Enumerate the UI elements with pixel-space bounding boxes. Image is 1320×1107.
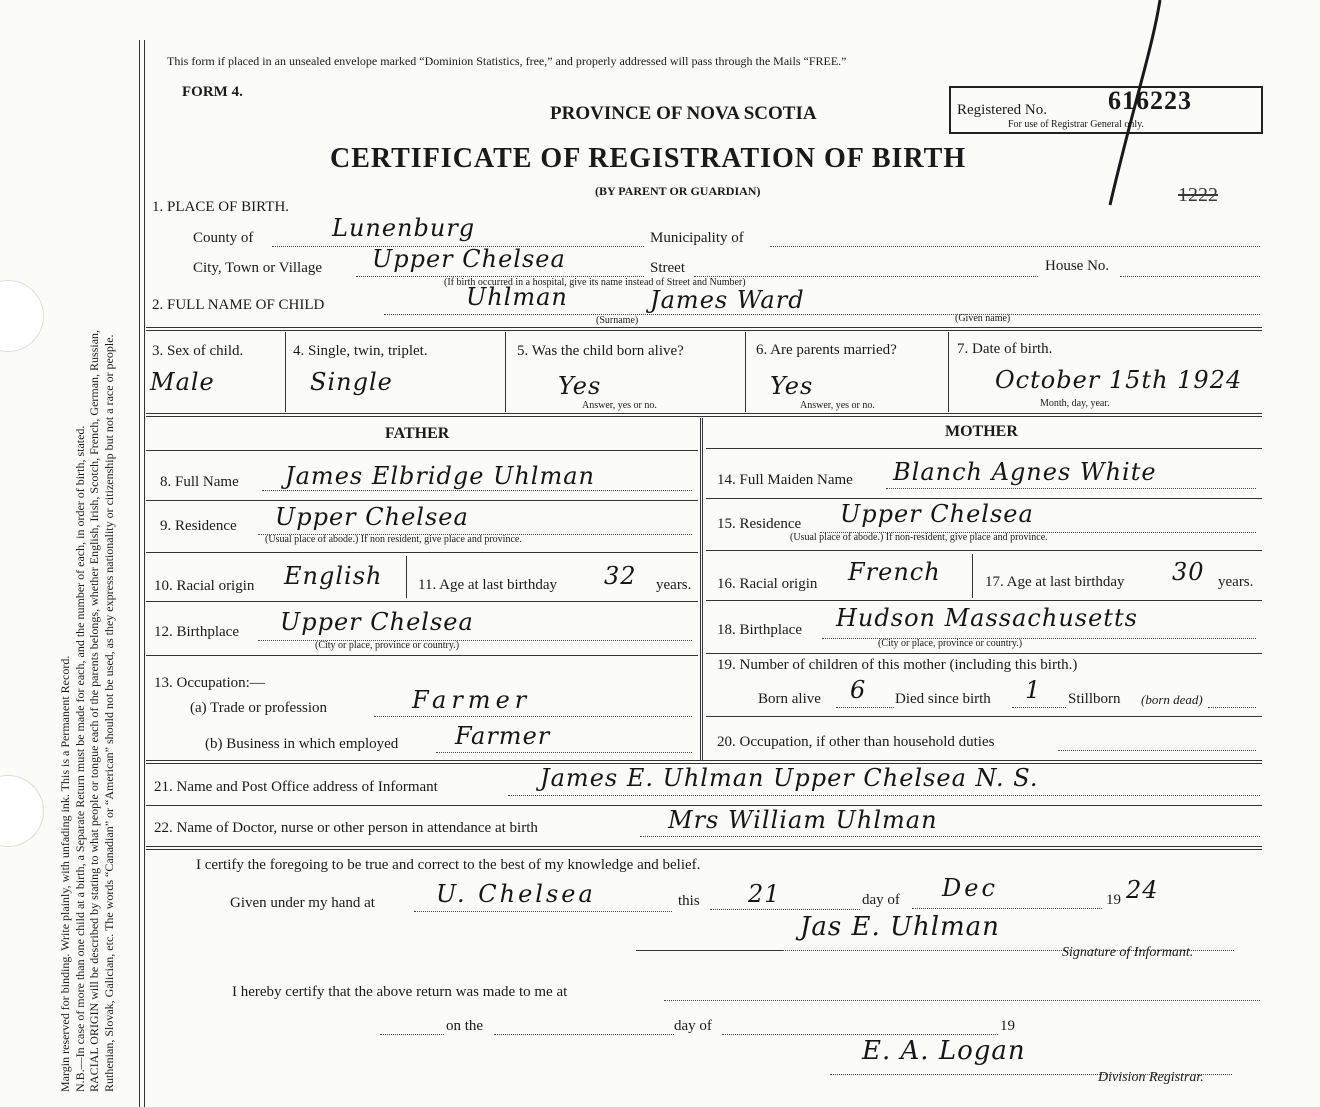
rule <box>505 332 506 412</box>
father-years-label: years. <box>656 577 692 593</box>
dotted-rule <box>374 716 692 717</box>
punch-hole <box>0 280 44 352</box>
father-name-label: 8. Full Name <box>160 474 239 490</box>
municipality-label: Municipality of <box>650 230 744 246</box>
registration-note: For use of Registrar General only. <box>1008 119 1144 130</box>
margin-rule <box>144 40 145 1107</box>
dotted-rule <box>262 490 692 491</box>
father-name-value: James Elbridge Uhlman <box>285 462 595 490</box>
father-residence-caption: (Usual place of abode.) If non resident, give place and province. <box>265 534 522 545</box>
corner-number: 1222 <box>1178 184 1218 206</box>
mother-age-label: 17. Age at last birthday <box>985 574 1125 590</box>
given-under-hand-label: Given under my hand at <box>230 895 375 911</box>
rule <box>636 950 782 951</box>
rule <box>972 554 973 598</box>
dotted-rule <box>664 1000 1260 1001</box>
dotted-rule <box>770 246 1260 247</box>
dotted-rule <box>384 314 1260 315</box>
born-alive-value: Yes <box>558 372 602 400</box>
child-name-label: 2. FULL NAME OF CHILD <box>152 297 325 313</box>
rule <box>146 330 1262 331</box>
given-name-caption: (Given name) <box>955 313 1011 324</box>
father-race-label: 10. Racial origin <box>154 578 255 594</box>
dotted-rule <box>494 1034 674 1035</box>
mother-age-value: 30 <box>1172 558 1205 586</box>
sex-label: 3. Sex of child. <box>152 343 244 359</box>
punch-hole <box>0 775 44 847</box>
born-alive-count-label: Born alive <box>758 691 821 707</box>
street-label: Street <box>650 260 685 276</box>
father-birthplace-label: 12. Birthplace <box>154 624 239 640</box>
city-label: City, Town or Village <box>193 260 323 276</box>
dotted-rule <box>1208 707 1256 708</box>
house-number-label: House No. <box>1045 258 1110 274</box>
mailing-notice: This form if placed in an unsealed envelope marked “Dominion Statistics, free,” and properly addressed will pass through the Mails “FREE.” <box>167 54 847 68</box>
rule <box>706 498 1262 499</box>
business-label: (b) Business in which employed <box>205 736 399 752</box>
city-value: Upper Chelsea <box>372 245 566 273</box>
parents-married-value: Yes <box>770 372 814 400</box>
margin-note-1: Margin reserved for binding. Write plainly, with unfading ink. This is a Permanent Record. <box>58 655 72 1092</box>
rule <box>146 416 1262 417</box>
signature-caption: Signature of Informant. <box>1062 945 1194 960</box>
registrar-caption: Division Registrar. <box>1098 1070 1204 1085</box>
doctor-label: 22. Name of Doctor, nurse or other person in attendance at birth <box>154 820 538 836</box>
rule <box>948 332 949 412</box>
dotted-rule <box>414 911 672 912</box>
day-of-label: day of <box>862 892 900 908</box>
certify-statement: I certify the foregoing to be true and correct to the best of my knowledge and belief. <box>196 857 701 873</box>
informant-value: James E. Uhlman Upper Chelsea N. S. <box>540 764 1039 792</box>
place-of-birth-label: 1. PLACE OF BIRTH. <box>152 199 290 215</box>
dotted-rule <box>710 909 860 910</box>
single-twin-value: Single <box>310 368 393 396</box>
registration-label: Registered No. <box>957 102 1047 118</box>
single-twin-label: 4. Single, twin, triplet. <box>293 343 428 359</box>
rule <box>146 849 1262 850</box>
informant-signature: Jas E. Uhlman <box>800 912 1000 942</box>
hospital-note: (If birth occurred in a hospital, give its name instead of Street and Number) <box>444 277 746 288</box>
mother-residence-label: 15. Residence <box>717 516 802 532</box>
died-since-birth-label: Died since birth <box>895 691 991 707</box>
form-number: FORM 4. <box>182 84 243 100</box>
certify-day: 21 <box>748 880 781 908</box>
mother-residence-caption: (Usual place of abode.) If non-resident, give place and province. <box>790 532 1048 543</box>
father-birthplace-caption: (City or place, province or country.) <box>315 640 460 651</box>
doctor-value: Mrs William Uhlman <box>668 806 938 834</box>
page-title: CERTIFICATE OF REGISTRATION OF BIRTH <box>330 143 967 174</box>
province-heading: PROVINCE OF NOVA SCOTIA <box>550 103 817 124</box>
father-age-value: 32 <box>604 562 637 590</box>
rule <box>285 332 286 412</box>
margin-note-3: RACIAL ORIGIN will be described by stating to what people or tongue each of the parents belongs, whether English, Irish, Scotch, French, German, Russian, <box>87 329 101 1092</box>
informant-label: 21. Name and Post Office address of Informant <box>154 779 438 795</box>
dotted-rule <box>722 1034 998 1035</box>
children-count-label: 19. Number of children of this mother (including this birth.) <box>717 657 1078 673</box>
rule <box>146 655 698 656</box>
father-race-value: English <box>284 562 383 590</box>
rule <box>706 550 1262 551</box>
rule <box>146 413 1262 414</box>
mother-race-label: 16. Racial origin <box>717 576 818 592</box>
date-of-birth-label: 7. Date of birth. <box>957 341 1053 357</box>
surname-caption: (Surname) <box>596 315 639 326</box>
year-prefix: 19 <box>1106 892 1121 908</box>
born-alive-label: 5. Was the child born alive? <box>517 343 684 359</box>
this-label: this <box>678 893 700 909</box>
county-value: Lunenburg <box>332 214 476 242</box>
father-residence-value: Upper Chelsea <box>275 503 469 531</box>
rule <box>706 716 1262 717</box>
registrar-signature: E. A. Logan <box>862 1036 1026 1066</box>
dotted-rule <box>436 752 692 753</box>
year-suffix: 24 <box>1126 876 1159 904</box>
rule <box>146 601 698 602</box>
trade-value: Farmer <box>412 686 532 714</box>
mother-name-label: 14. Full Maiden Name <box>717 472 853 488</box>
margin-rule <box>139 40 140 1107</box>
trade-label: (a) Trade or profession <box>190 700 328 716</box>
born-alive-count: 6 <box>850 676 867 704</box>
father-birthplace-value: Upper Chelsea <box>280 608 474 636</box>
pen-stroke-mark <box>1102 0 1162 210</box>
dotted-rule <box>640 836 1260 837</box>
sex-value: Male <box>150 368 215 396</box>
mother-birthplace-label: 18. Birthplace <box>717 622 802 638</box>
date-of-birth-value: October 15th 1924 <box>995 366 1243 394</box>
certify-month: Dec <box>942 874 998 902</box>
child-surname: Uhlman <box>466 283 568 311</box>
yes-no-caption: Answer, yes or no. <box>582 400 657 411</box>
date-caption: Month, day, year. <box>1040 398 1110 409</box>
mother-name-value: Blanch Agnes White <box>893 458 1157 486</box>
child-given-name: James Ward <box>650 286 805 314</box>
mother-heading: MOTHER <box>945 423 1018 440</box>
rule <box>745 332 746 412</box>
father-occupation-label: 13. Occupation:— <box>154 675 265 691</box>
stillborn-label: Stillborn <box>1068 691 1121 707</box>
certify-place: U. Chelsea <box>436 880 596 908</box>
parents-married-label: 6. Are parents married? <box>756 342 897 358</box>
rule <box>146 552 698 553</box>
rule <box>146 500 698 501</box>
rule <box>146 846 1262 847</box>
rule <box>146 760 1262 761</box>
dotted-rule <box>1120 276 1260 277</box>
margin-note-2: N.B.—In case of more than one child at a birth, a Separate Return must be made for each, and the number of each, in order of birth, stated. <box>72 425 87 1092</box>
rule <box>146 450 698 451</box>
margin-notes <box>58 12 138 1092</box>
year2-prefix: 19 <box>1000 1018 1015 1034</box>
rule <box>146 327 1262 328</box>
rule <box>706 600 1262 601</box>
stillborn-note: (born dead) <box>1141 692 1203 707</box>
father-age-label: 11. Age at last birthday <box>418 577 557 593</box>
on-the-label: on the <box>446 1018 484 1034</box>
mother-years-label: years. <box>1218 574 1254 590</box>
mother-birthplace-caption: (City or place, province or country.) <box>878 638 1023 649</box>
page-subtitle: (BY PARENT OR GUARDIAN) <box>595 184 761 198</box>
dotted-rule <box>1058 750 1256 751</box>
mother-race-value: French <box>848 558 941 586</box>
business-value: Farmer <box>455 722 551 750</box>
county-label: County of <box>193 230 254 246</box>
registration-number: 616223 <box>1108 86 1192 115</box>
father-residence-label: 9. Residence <box>160 518 237 534</box>
rule <box>706 448 1262 449</box>
mother-birthplace-value: Hudson Massachusetts <box>836 604 1138 632</box>
dotted-rule <box>836 707 894 708</box>
rule <box>706 653 1262 654</box>
dotted-rule <box>508 795 1260 796</box>
dotted-rule <box>886 488 1256 489</box>
margin-note-4: Ruthenian, Slovak, Galician, etc. The words “Canadian” or “American” should not be used, as they express nationality or citizenship but not a race or people. <box>101 334 116 1092</box>
rule <box>406 556 407 598</box>
father-heading: FATHER <box>385 425 450 442</box>
died-since-birth-count: 1 <box>1025 676 1042 704</box>
mother-occupation-label: 20. Occupation, if other than household duties <box>717 734 995 750</box>
day-of-2-label: day of <box>674 1018 712 1034</box>
dotted-rule <box>912 908 1102 909</box>
dotted-rule <box>694 276 1038 277</box>
dotted-rule <box>1012 707 1066 708</box>
mother-residence-value: Upper Chelsea <box>840 500 1034 528</box>
yes-no-caption: Answer, yes or no. <box>800 400 875 411</box>
registrar-statement: I hereby certify that the above return was made to me at <box>232 984 568 1000</box>
dotted-rule <box>380 1034 444 1035</box>
column-divider <box>700 418 703 760</box>
